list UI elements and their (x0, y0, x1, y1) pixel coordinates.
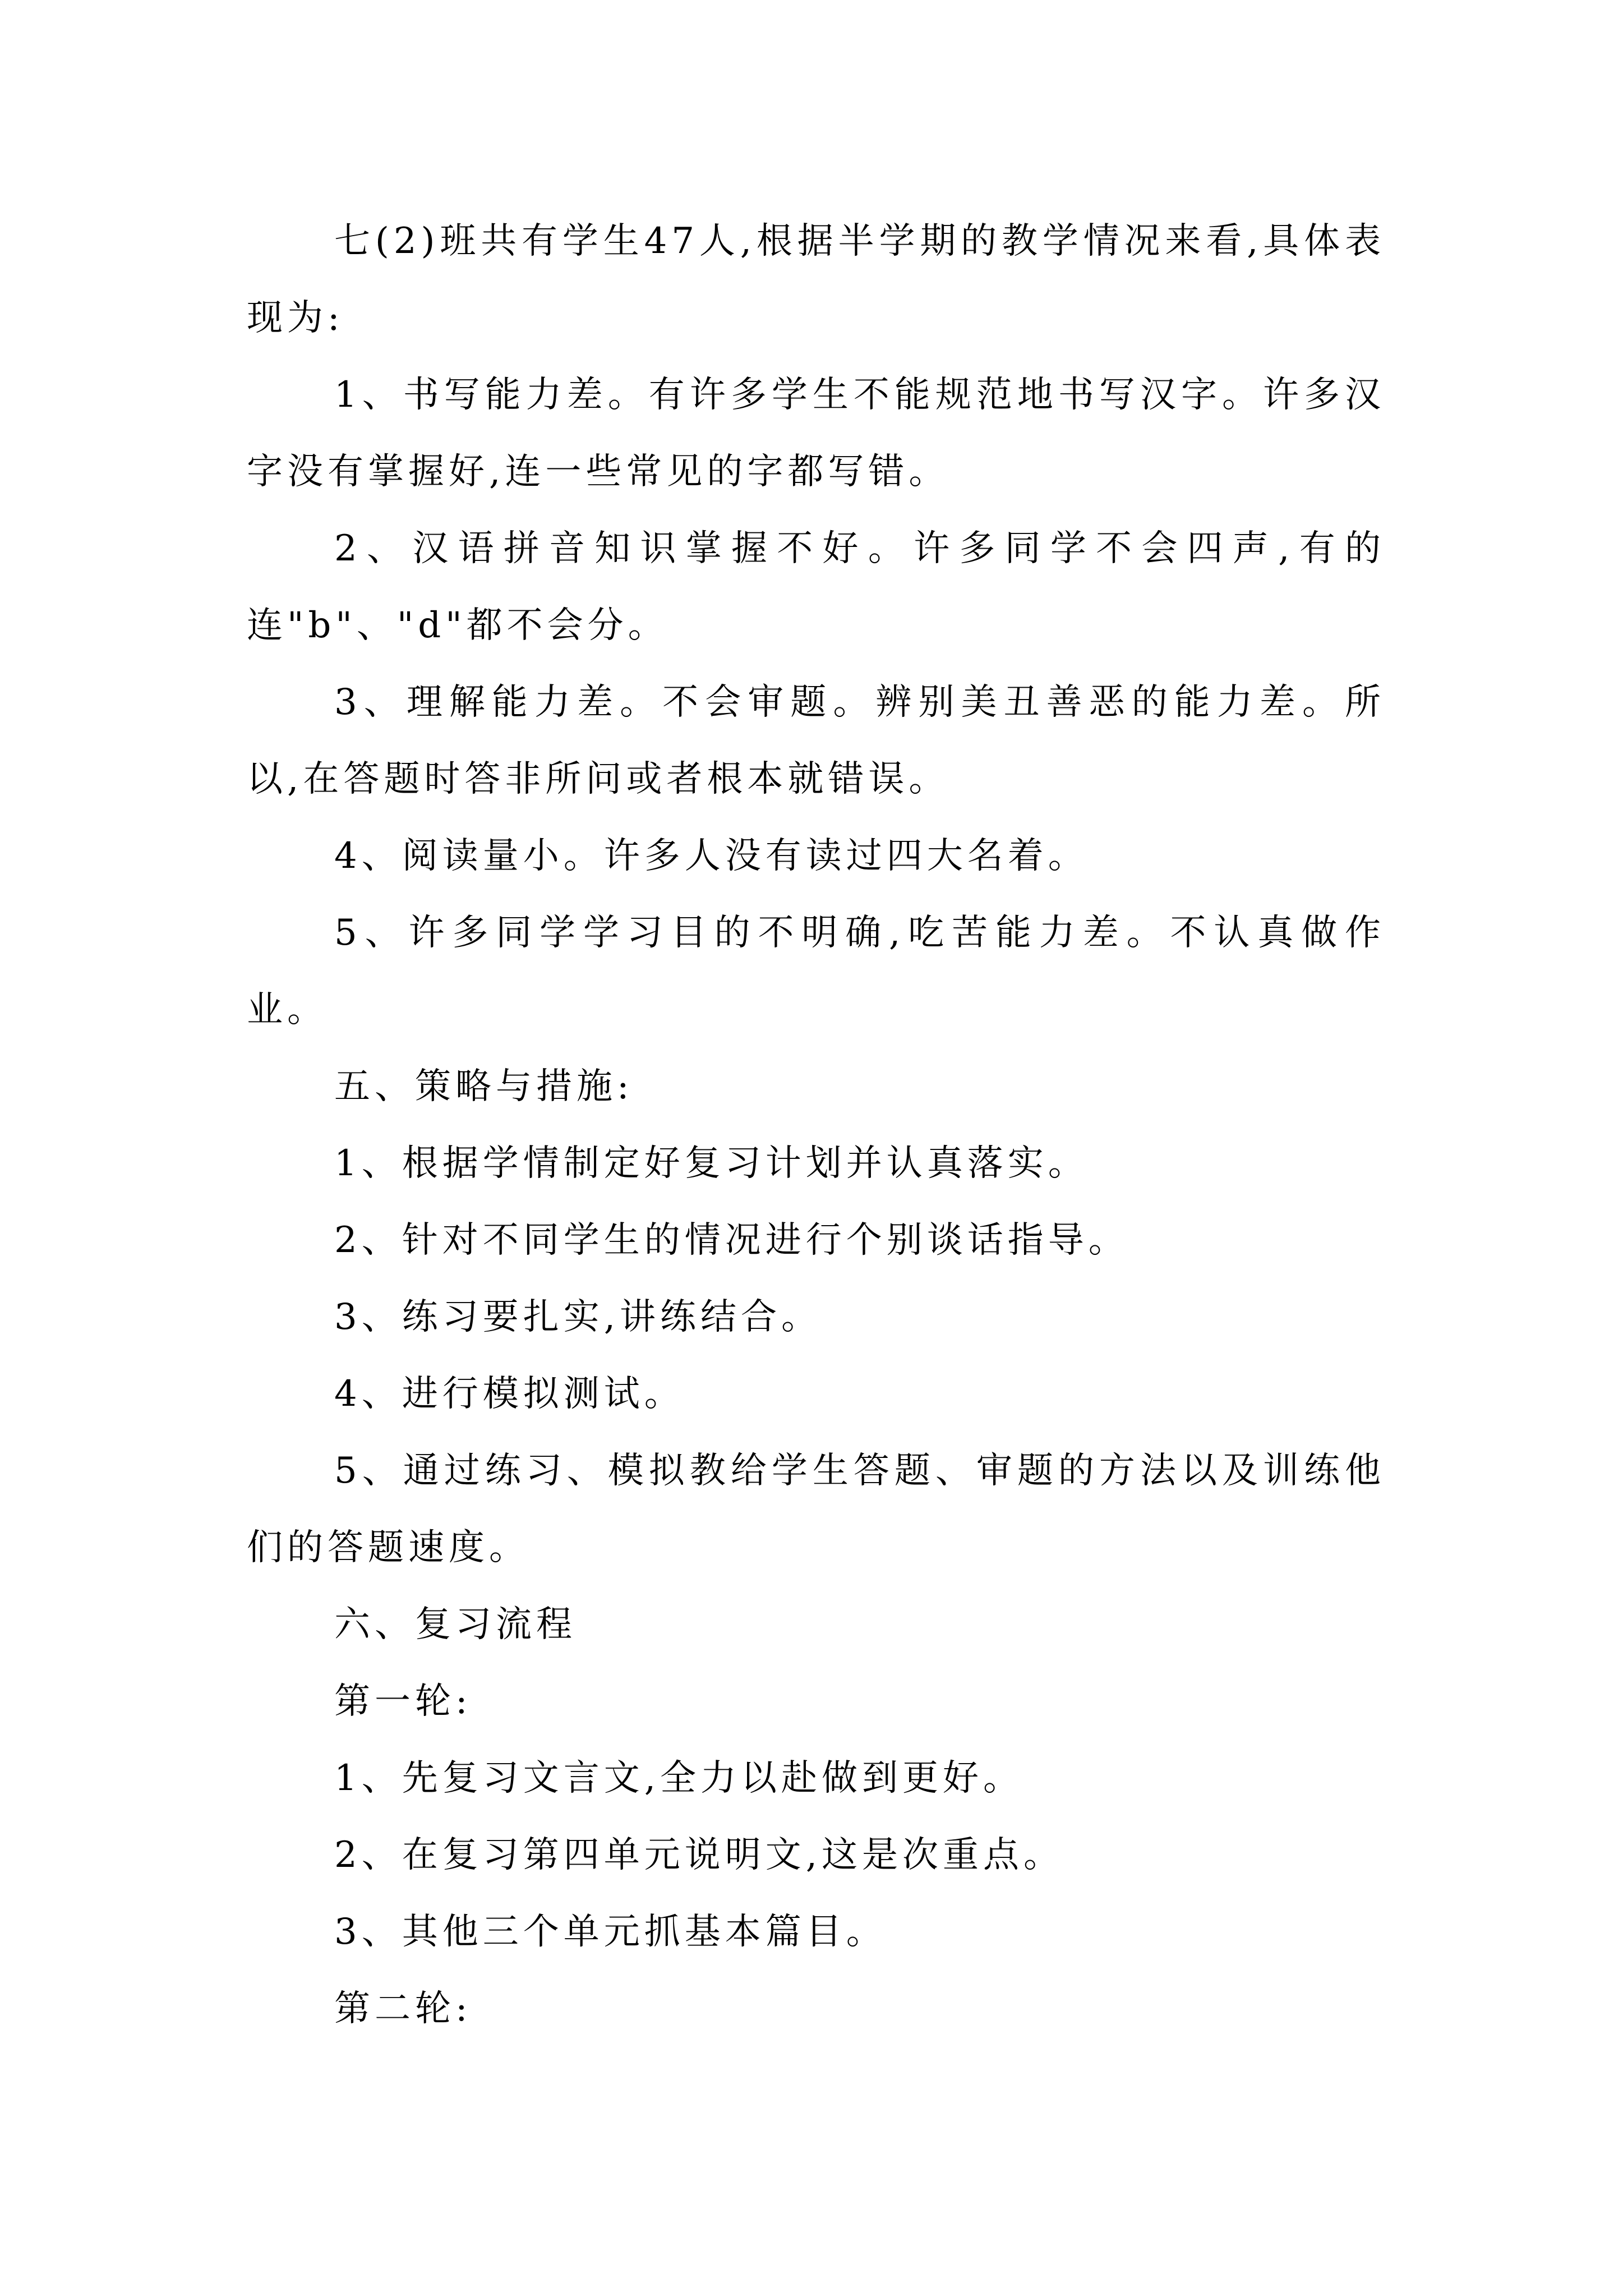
paragraph-reading-volume: 4、阅读量小。许多人没有读过四大名着。 (334, 835, 1089, 877)
paragraph-class-summary: 七(2)班共有学生47人,根据半学期的教学情况来看,具体表现为: (247, 220, 1385, 339)
round1-item-3: 3、其他三个单元抓基本篇目。 (334, 1911, 887, 1953)
paragraph-pinyin: 2、汉语拼音知识掌握不好。许多同学不会四声,有的连"b"、"d"都不会分。 (247, 528, 1385, 646)
round-heading-second: 第二轮: (334, 1988, 472, 2030)
paragraph-writing-ability: 1、书写能力差。有许多学生不能规范地书写汉字。许多汉字没有掌握好,连一些常见的字都写错。 (247, 374, 1385, 493)
section-heading-strategies: 五、策略与措施: (334, 1066, 634, 1107)
round-heading-first: 第一轮: (334, 1681, 472, 1722)
round1-item-1: 1、先复习文言文,全力以赴做到更好。 (334, 1757, 1024, 1799)
section-heading-review-process: 六、复习流程 (334, 1604, 577, 1645)
round1-item-2: 2、在复习第四单元说明文,这是次重点。 (334, 1834, 1064, 1876)
strategy-item-2: 2、针对不同学生的情况进行个别谈话指导。 (334, 1220, 1129, 1261)
strategy-item-5: 5、通过练习、模拟教给学生答题、审题的方法以及训练他们的答题速度。 (247, 1450, 1385, 1568)
document-body (247, 203, 1385, 2047)
strategy-item-3: 3、练习要扎实,讲练结合。 (334, 1296, 822, 1338)
strategy-item-1: 1、根据学情制定好复习计划并认真落实。 (334, 1143, 1089, 1184)
paragraph-comprehension: 3、理解能力差。不会审题。辨别美丑善恶的能力差。所以,在答题时答非所问或者根本就错误。 (247, 682, 1385, 800)
strategy-item-4: 4、进行模拟测试。 (334, 1373, 685, 1415)
paragraph-study-goal: 5、许多同学学习目的不明确,吃苦能力差。不认真做作业。 (247, 912, 1385, 1030)
